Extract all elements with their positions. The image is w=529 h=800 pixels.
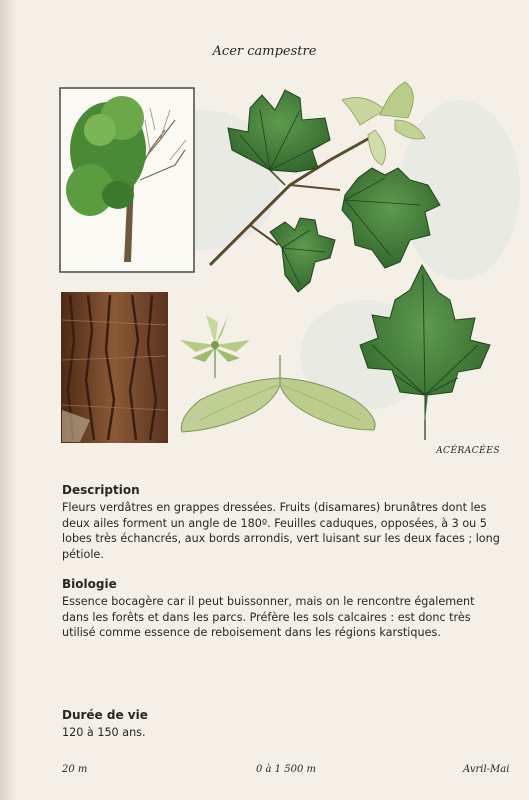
bark-sample-figure: [61, 292, 168, 443]
footer-altitude: 0 à 1 500 m: [256, 764, 316, 775]
duree-heading: Durée de vie: [62, 708, 148, 722]
footer-flowering: Avril-Mai: [463, 764, 510, 775]
species-title: Acer campestre: [212, 44, 317, 59]
duree-text: 120 à 150 ans.: [62, 726, 146, 739]
plant-family-label: ACÉRACÉES: [436, 446, 500, 456]
description-heading: Description: [62, 483, 140, 497]
samara-figure: [181, 355, 375, 432]
footer-height: 20 m: [62, 764, 88, 775]
tree-silhouette-figure: [60, 88, 194, 272]
biologie-heading: Biologie: [62, 577, 117, 591]
twig-with-leaves-figure: [210, 82, 440, 292]
flower-figure: [180, 315, 250, 378]
biologie-text: Essence bocagère car il peut buissonner, mais on le rencontre également dans les forêts et dans les parcs. Préfère les sols calcaires : est donc très utilisé comme essence de reboisement dans les régions karstiques.: [62, 595, 475, 639]
description-text: Fleurs verdâtres en grappes dressées. Fruits (disamares) brunâtres dont les deux ailes forment un angle de 180º. Feuilles caduques, opposées, à 3 ou 5 lobes très échancrés, aux bords arrondis, vert luisant sur les deux faces ; long pétiole.: [62, 501, 500, 561]
large-leaf-figure: [360, 265, 490, 440]
